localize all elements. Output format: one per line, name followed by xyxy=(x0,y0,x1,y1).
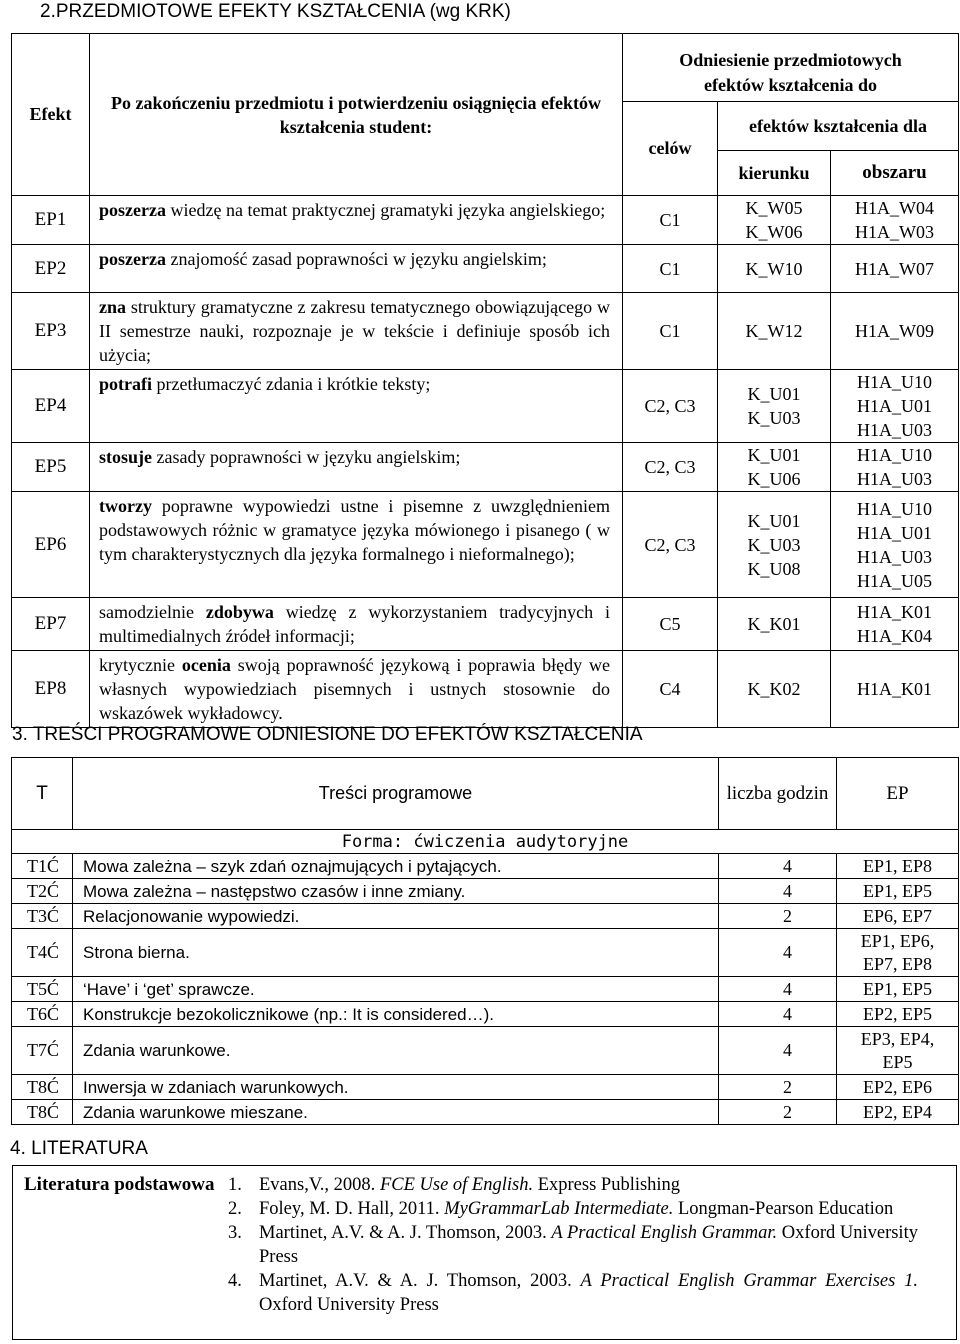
literature-title: A Practical English Grammar. xyxy=(551,1223,778,1243)
outcome-cel: C2, C3 xyxy=(623,370,718,443)
outcome-description xyxy=(90,443,623,492)
outcome-text: struktury gramatyczne z zakresu tematycznego obowiązującego w II semestrze nauki, rozpoznaje je w tekście i definiuje sposób ich użycia; xyxy=(99,297,610,365)
content-row xyxy=(12,977,959,1002)
outcome-description xyxy=(90,196,623,245)
section-4-title: 4. LITERATURA xyxy=(10,1138,148,1159)
outcome-code: EP5 xyxy=(12,443,90,492)
literature-item xyxy=(228,1197,918,1221)
literature-publisher: Oxford University Press xyxy=(259,1223,918,1267)
outcome-obszar: H1A_K01 H1A_K04 xyxy=(831,598,959,651)
outcome-row xyxy=(12,293,959,370)
literature-item xyxy=(228,1269,918,1317)
outcome-obszar: H1A_W09 xyxy=(831,293,959,370)
outcome-text: wiedzę z wykorzystaniem tradycyjnych i multimedialnych źródeł informacji; xyxy=(99,602,611,646)
outcome-code: EP1 xyxy=(12,196,90,245)
outcome-description xyxy=(90,370,623,443)
section-3-title: 3. TREŚCI PROGRAMOWE ODNIESIONE DO EFEKTÓW KSZTAŁCENIA xyxy=(12,724,643,745)
content-hours: 4 xyxy=(719,879,837,904)
outcome-text: zasady poprawności w języku angielskim; xyxy=(152,447,461,467)
outcome-row xyxy=(12,245,959,293)
content-ep: EP1, EP5 xyxy=(837,977,959,1002)
content-ep: EP6, EP7 xyxy=(837,904,959,929)
content-hours: 4 xyxy=(719,929,837,977)
outcome-description xyxy=(90,651,623,728)
literature-title: FCE Use of English. xyxy=(379,1175,534,1195)
outcome-kierunek: K_W12 xyxy=(718,293,831,370)
outcome-obszar: H1A_W04 H1A_W03 xyxy=(831,196,959,245)
content-row xyxy=(12,904,959,929)
header-efekt: Efekt xyxy=(12,34,90,196)
content-hours: 2 xyxy=(719,1075,837,1100)
literature-author: Martinet, A.V. & A. J. Thomson, 2003. xyxy=(259,1271,581,1291)
content-text: Konstrukcje bezokolicznikowe (np.: It is considered…). xyxy=(73,1002,719,1027)
content-ep: EP2, EP4 xyxy=(837,1100,959,1125)
content-row xyxy=(12,854,959,879)
outcome-kierunek: K_W05 K_W06 xyxy=(718,196,831,245)
outcome-row xyxy=(12,443,959,492)
content-code: T6Ć xyxy=(12,1002,73,1027)
literature-item xyxy=(228,1173,918,1197)
content-code: T1Ć xyxy=(12,854,73,879)
outcome-obszar: H1A_U10 H1A_U01 H1A_U03 xyxy=(831,370,959,443)
content-ep: EP1, EP5 xyxy=(837,879,959,904)
literature-list xyxy=(228,1173,918,1317)
content-ep: EP1, EP6, EP7, EP8 xyxy=(837,929,959,977)
literature-item xyxy=(228,1221,918,1269)
outcome-description xyxy=(90,492,623,598)
outcome-kierunek: K_U01 K_U03 xyxy=(718,370,831,443)
content-ep: EP2, EP6 xyxy=(837,1075,959,1100)
literature-author: Evans,V., 2008. xyxy=(259,1175,380,1195)
outcome-description xyxy=(90,598,623,651)
literature-author: Martinet, A.V. & A. J. Thomson, 2003. xyxy=(259,1223,552,1243)
content-hours: 4 xyxy=(719,977,837,1002)
outcome-row xyxy=(12,370,959,443)
section-2-title: 2.PRZEDMIOTOWE EFEKTY KSZTAŁCENIA (wg KRK) xyxy=(40,1,511,22)
outcome-row xyxy=(12,651,959,728)
outcome-cel: C1 xyxy=(623,245,718,293)
learning-outcomes-table xyxy=(11,33,959,728)
content-row xyxy=(12,879,959,904)
outcome-obszar: H1A_U10 H1A_U01 H1A_U03 H1A_U05 xyxy=(831,492,959,598)
outcome-verb: ocenia xyxy=(181,655,231,675)
header-t: T xyxy=(12,758,73,830)
outcome-cel: C1 xyxy=(623,293,718,370)
outcome-verb: zdobywa xyxy=(205,602,274,622)
outcome-kierunek: K_U01 K_U06 xyxy=(718,443,831,492)
outcome-cel: C2, C3 xyxy=(623,443,718,492)
outcome-cel: C1 xyxy=(623,196,718,245)
outcome-kierunek: K_U01 K_U03 K_U08 xyxy=(718,492,831,598)
outcome-code: EP3 xyxy=(12,293,90,370)
content-text: Zdania warunkowe mieszane. xyxy=(73,1100,719,1125)
outcome-description xyxy=(90,245,623,293)
content-ep: EP2, EP5 xyxy=(837,1002,959,1027)
content-ep: EP3, EP4, EP5 xyxy=(837,1027,959,1075)
literature-publisher: Oxford University Press xyxy=(259,1295,439,1315)
header-odniesienie: Odniesienie przedmiotowych efektów kształcenia do xyxy=(623,34,959,102)
content-ep: EP1, EP8 xyxy=(837,854,959,879)
outcome-code: EP8 xyxy=(12,651,90,728)
content-row xyxy=(12,1027,959,1075)
content-code: T4Ć xyxy=(12,929,73,977)
literature-publisher: Express Publishing xyxy=(533,1175,681,1195)
header-ep: EP xyxy=(837,758,959,830)
header-efektow-dla: efektów kształcenia dla xyxy=(718,102,959,151)
content-text: ‘Have’ i ‘get’ sprawcze. xyxy=(73,977,719,1002)
content-hours: 4 xyxy=(719,1002,837,1027)
content-code: T8Ć xyxy=(12,1100,73,1125)
outcome-text: swoją poprawność językową i poprawia błędy we własnych wypowiedziach pisemnych i ustnych stosownie do wskazówek wykładowcy. xyxy=(99,655,610,723)
outcome-verb: tworzy xyxy=(99,496,152,516)
outcome-verb: zna xyxy=(99,297,126,317)
content-code: T5Ć xyxy=(12,977,73,1002)
content-text: Mowa zależna – następstwo czasów i inne zmiany. xyxy=(73,879,719,904)
outcome-row xyxy=(12,492,959,598)
literature-box xyxy=(12,1165,957,1340)
outcome-text: przetłumaczyć zdania i krótkie teksty; xyxy=(152,374,431,394)
forma-row: Forma: ćwiczenia audytoryjne xyxy=(12,830,959,854)
literature-number: 2. xyxy=(228,1199,242,1219)
literature-number: 4. xyxy=(228,1271,242,1291)
header-tresci: Treści programowe xyxy=(73,758,719,830)
literature-label: Literatura podstawowa xyxy=(24,1174,215,1195)
content-row xyxy=(12,1075,959,1100)
content-code: T3Ć xyxy=(12,904,73,929)
outcome-verb: potrafi xyxy=(99,374,152,394)
outcome-text: znajomość zasad poprawności w języku angielskim; xyxy=(165,249,547,269)
content-row xyxy=(12,1002,959,1027)
content-hours: 4 xyxy=(719,854,837,879)
header-obszaru: obszaru xyxy=(831,151,959,196)
outcome-text: wiedzę na temat praktycznej gramatyki języka angielskiego; xyxy=(165,200,606,220)
content-hours: 2 xyxy=(719,1100,837,1125)
content-text: Strona bierna. xyxy=(73,929,719,977)
literature-number: 3. xyxy=(228,1223,242,1243)
outcome-verb: poszerza xyxy=(99,200,166,220)
content-row xyxy=(12,1100,959,1125)
outcome-cel: C5 xyxy=(623,598,718,651)
header-kierunku: kierunku xyxy=(718,151,831,196)
literature-title: MyGrammarLab Intermediate. xyxy=(444,1199,674,1219)
outcome-kierunek: K_K01 xyxy=(718,598,831,651)
outcome-verb: poszerza xyxy=(99,249,166,269)
outcome-kierunek: K_K02 xyxy=(718,651,831,728)
outcome-code: EP4 xyxy=(12,370,90,443)
outcome-cel: C4 xyxy=(623,651,718,728)
outcome-obszar: H1A_W07 xyxy=(831,245,959,293)
content-code: T2Ć xyxy=(12,879,73,904)
program-content-table xyxy=(11,757,959,1125)
literature-number: 1. xyxy=(228,1175,242,1195)
outcome-row xyxy=(12,196,959,245)
outcome-text: poprawne wypowiedzi ustne i pisemne z uwzględnieniem podstawowych różnic w gramatyce języka mówionego i pisanego ( w tym charakterystycznych dla języka formalnego i nieformalnego); xyxy=(99,496,610,564)
outcome-kierunek: K_W10 xyxy=(718,245,831,293)
header-liczba-godzin: liczba godzin xyxy=(719,758,837,830)
content-row xyxy=(12,929,959,977)
outcome-row xyxy=(12,598,959,651)
header-celow: celów xyxy=(623,102,718,196)
outcome-code: EP6 xyxy=(12,492,90,598)
outcome-prefix: krytycznie xyxy=(99,655,182,675)
literature-author: Foley, M. D. Hall, 2011. xyxy=(259,1199,445,1219)
content-code: T7Ć xyxy=(12,1027,73,1075)
content-code: T8Ć xyxy=(12,1075,73,1100)
content-text: Zdania warunkowe. xyxy=(73,1027,719,1075)
content-text: Mowa zależna – szyk zdań oznajmujących i pytających. xyxy=(73,854,719,879)
literature-title: A Practical English Grammar Exercises 1. xyxy=(580,1271,918,1291)
outcome-code: EP2 xyxy=(12,245,90,293)
header-description: Po zakończeniu przedmiotu i potwierdzeniu osiągnięcia efektów kształcenia student: xyxy=(90,34,623,196)
outcome-obszar: H1A_K01 xyxy=(831,651,959,728)
content-text: Inwersja w zdaniach warunkowych. xyxy=(73,1075,719,1100)
outcome-obszar: H1A_U10 H1A_U03 xyxy=(831,443,959,492)
outcome-code: EP7 xyxy=(12,598,90,651)
literature-publisher: Longman-Pearson Education xyxy=(673,1199,894,1219)
content-hours: 4 xyxy=(719,1027,837,1075)
outcome-verb: stosuje xyxy=(99,447,152,467)
outcome-cel: C2, C3 xyxy=(623,492,718,598)
content-hours: 2 xyxy=(719,904,837,929)
outcome-prefix: samodzielnie xyxy=(99,602,206,622)
content-text: Relacjonowanie wypowiedzi. xyxy=(73,904,719,929)
outcome-description xyxy=(90,293,623,370)
